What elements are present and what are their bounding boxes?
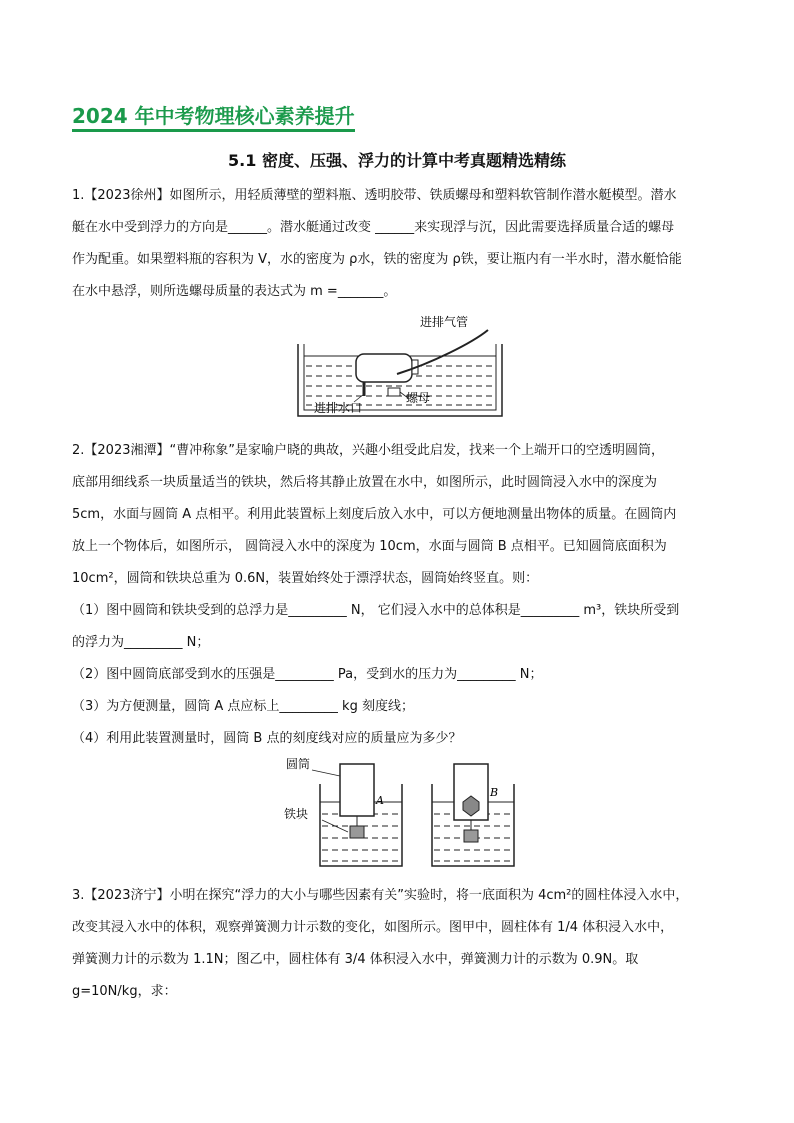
q2-line-6: （1）图中圆筒和铁块受到的总浮力是_________ N， 它们浸入水中的总体积是_________ m³，铁块所受到	[72, 603, 680, 618]
q1-line-3: 作为配重。如果塑料瓶的容积为 V，水的密度为 ρ水，铁的密度为 ρ铁，要让瓶内有一半水时，潜水艇恰能	[72, 252, 682, 267]
q2-line-9: （3）为方便测量，圆筒 A 点应标上_________ kg 刻度线；	[72, 699, 414, 714]
cylinder-scale-figure	[282, 758, 532, 874]
q2-line-8: （2）图中圆筒底部受到水的压强是_________ Pa，受到水的压力为_________ N；	[72, 667, 543, 682]
label-inlet: 进排水口	[314, 401, 363, 415]
q2-line-2: 底部用细线系一块质量适当的铁块，然后将其静止放置在水中，如图所示，此时圆筒浸入水中的深度为	[72, 475, 658, 490]
label-a: A	[376, 794, 384, 807]
q2-line-3: 5cm，水面与圆筒 A 点相平。利用此装置标上刻度后放入水中，可以方便地测量出物体的质量。在圆筒内	[72, 507, 677, 522]
q3-line-1: 3.【2023济宁】小明在探究“浮力的大小与哪些因素有关”实验时，将一底面积为 4cm²的圆柱体浸入水中，	[72, 888, 689, 903]
q3-line-3: 弹簧测力计的示数为 1.1N；图乙中，圆柱体有 3/4 体积浸入水中，弹簧测力计的示数为 0.9N。取	[72, 952, 639, 967]
q1-line-1: 1.【2023徐州】如图所示，用轻质薄壁的塑料瓶、透明胶带、铁质螺母和塑料软管制作潜水艇模型。潜水	[72, 188, 677, 203]
q1-line-4: 在水中悬浮，则所选螺母质量的表达式为 m =_______。	[72, 284, 397, 299]
label-cylinder: 圆筒	[286, 758, 311, 771]
label-b: B	[490, 786, 499, 799]
label-tube: 进排气管	[420, 315, 469, 329]
q1-line-2: 艇在水中受到浮力的方向是______。潜水艇通过改变 ______来实现浮与沉，因此需要选择质量合适的螺母	[72, 220, 675, 235]
q3-line-2: 改变其浸入水中的体积，观察弹簧测力计示数的变化，如图所示。图甲中，圆柱体有 1/4 体积浸入水中，	[72, 920, 674, 935]
q2-line-5: 10cm²，圆筒和铁块总重为 0.6N，装置始终处于漂浮状态，圆筒始终竖直。则：	[72, 571, 539, 586]
label-iron: 铁块	[284, 807, 309, 821]
q2-line-10: （4）利用此装置测量时，圆筒 B 点的刻度线对应的质量应为多少？	[72, 731, 462, 746]
document-subtitle: 5.1 密度、压强、浮力的计算中考真题精选精练	[228, 151, 566, 170]
q3-line-4: g=10N/kg，求：	[72, 984, 177, 999]
q2-line-4: 放上一个物体后，如图所示， 圆筒浸入水中的深度为 10cm，水面与圆筒 B 点相平。已知圆筒底面积为	[72, 539, 667, 554]
label-nut: 螺母	[406, 391, 431, 405]
submarine-model-figure	[292, 308, 512, 420]
q2-line-7: 的浮力为_________ N；	[72, 635, 210, 650]
document-header: 2024 年中考物理核心素养提升	[72, 104, 355, 132]
q2-line-1: 2.【2023湘潭】“曹冲称象”是家喻户晓的典故，兴趣小组受此启发，找来一个上端开口的空透明圆筒，	[72, 443, 664, 458]
